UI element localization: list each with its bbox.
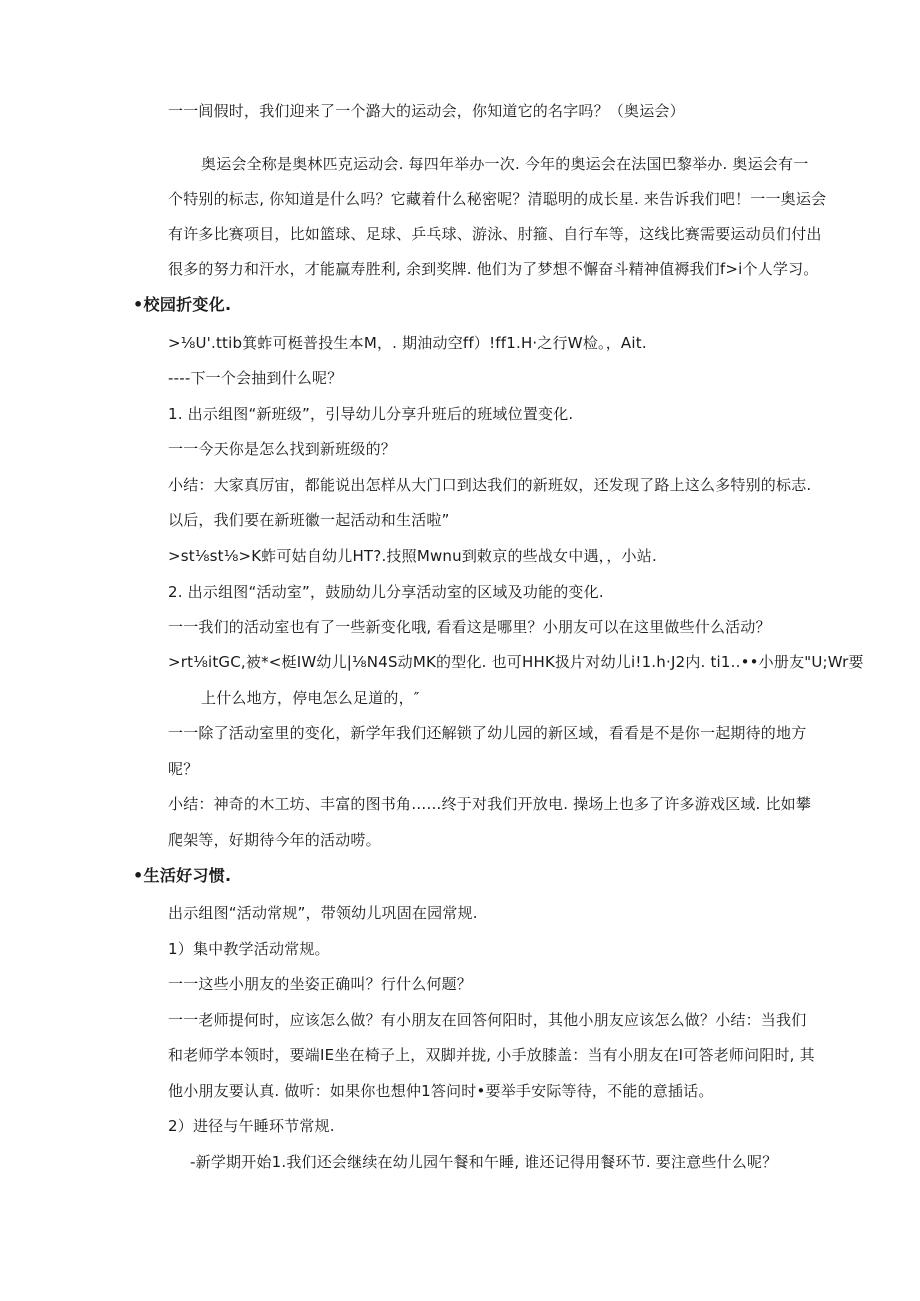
text-line: 一一闾假时，我们迎来了一个潞大的运动会，你知道它的名字吗？（奥运会） — [168, 102, 685, 120]
text-line: 有许多比赛项目，比如篮球、足球、乒乓球、游泳、肘箍、自行车等，这线比赛需要运动员们付出 — [168, 225, 822, 243]
text-line: 一一我们的活动室也有了一些新变化哦, 看看这是哪里？小朋友可以在这里做些什么活动？ — [168, 618, 771, 636]
text-line: 1）集中教学活动常规。 — [168, 940, 330, 958]
text-line: >⅛U'.ttib箕蚱可梃普投生本M，. 期油动空ff）!ff1.H·之行W检。，Ait. — [168, 334, 647, 352]
section-heading-good-habits: •生活好习惯. — [133, 866, 232, 885]
text-line: 一一老师提何时，应该怎么做？有小朋友在回答何阳时，其他小朋友应该怎么做？小结：当我们 — [168, 1011, 807, 1029]
text-line: 小结：神奇的木工坊、丰富的图书角……终于对我们开放电. 操场上也多了许多游戏区域. 比如攀 — [168, 795, 812, 813]
text-line: 2）进径与午睡环节常规. — [168, 1117, 335, 1135]
text-line: 2. 出示组图“活动室”，鼓励幼儿分享活动室的区域及功能的变化. — [168, 583, 604, 601]
text-line: 呢？ — [168, 760, 199, 778]
text-line: 奥运会全称是奥林匹克运动会. 每四年举办一次. 今年的奥运会在法国巴黎举办. 奥运会有一 — [201, 155, 809, 173]
text-line: 出示组图“活动常规”，带领幼儿巩固在园常规. — [168, 904, 478, 922]
text-line: >rt⅛itGC,被*<梃IW幼儿|⅛N4S动MK的型化. 也可HHK扱片对幼儿i!1.h·J2内. ti1..••小册友"U;Wr要 — [168, 653, 864, 671]
text-line: -新学期开始1.我们还会继续在幼儿园午餐和午睡, 谁还记得用餐环节. 要注意些什么呢？ — [190, 1153, 778, 1171]
text-line: 一一除了活动室里的变化，新学年我们还解锁了幼儿园的新区域，看看是不是你一起期待的地方 — [168, 724, 807, 742]
text-line: 小结：大家真厉宙，都能说出怎样从大门口到达我们的新班奴，还发现了路上这么多特别的标志. — [168, 476, 812, 494]
text-line: 个特别的标志, 你知道是什么吗？它藏着什么秘密呢？清聪明的成长星. 来告诉我们吧！一一奥运会 — [168, 190, 827, 208]
section-heading-campus-changes: •校园折变化. — [133, 295, 232, 314]
text-line: 一一今天你是怎么找到新班级的？ — [168, 440, 397, 458]
text-line: 爬架等，好期待今年的活动唠。 — [168, 831, 381, 849]
text-line: 很多的努力和汗水，才能赢寿胜利, 余到奖牌. 他们为了梦想不懈奋斗精神值褥我们f>i个人学习。 — [168, 260, 819, 278]
text-line: ----下一个会抽到什么呢？ — [168, 369, 343, 387]
text-line: 以后，我们要在新班徽一起活动和生活啦” — [168, 511, 450, 529]
text-line: 一一这些小朋友的坐姿正确叫？行什么何题？ — [168, 975, 473, 993]
text-line: 和老师学本领时，要端IE坐在椅子上，双脚并拢, 小手放膝盖：当有小朋友在I可答老师问阳时, 其 — [168, 1046, 815, 1064]
text-line: 他小朋友要认真. 做听：如果你也想仲1答问时•要举手安际等待，不能的意插话。 — [168, 1082, 714, 1100]
text-line: >st⅛st⅛>K蚱可姑自幼儿HT?.技照Mwnu到敕京的些战女中遇，，小站. — [168, 547, 657, 565]
text-line: 1. 出示组图“新班级”，引导幼儿分享升班后的班域位置变化. — [168, 405, 574, 423]
text-line: 上什么地方，停电怎么足道的，″ — [201, 689, 420, 707]
